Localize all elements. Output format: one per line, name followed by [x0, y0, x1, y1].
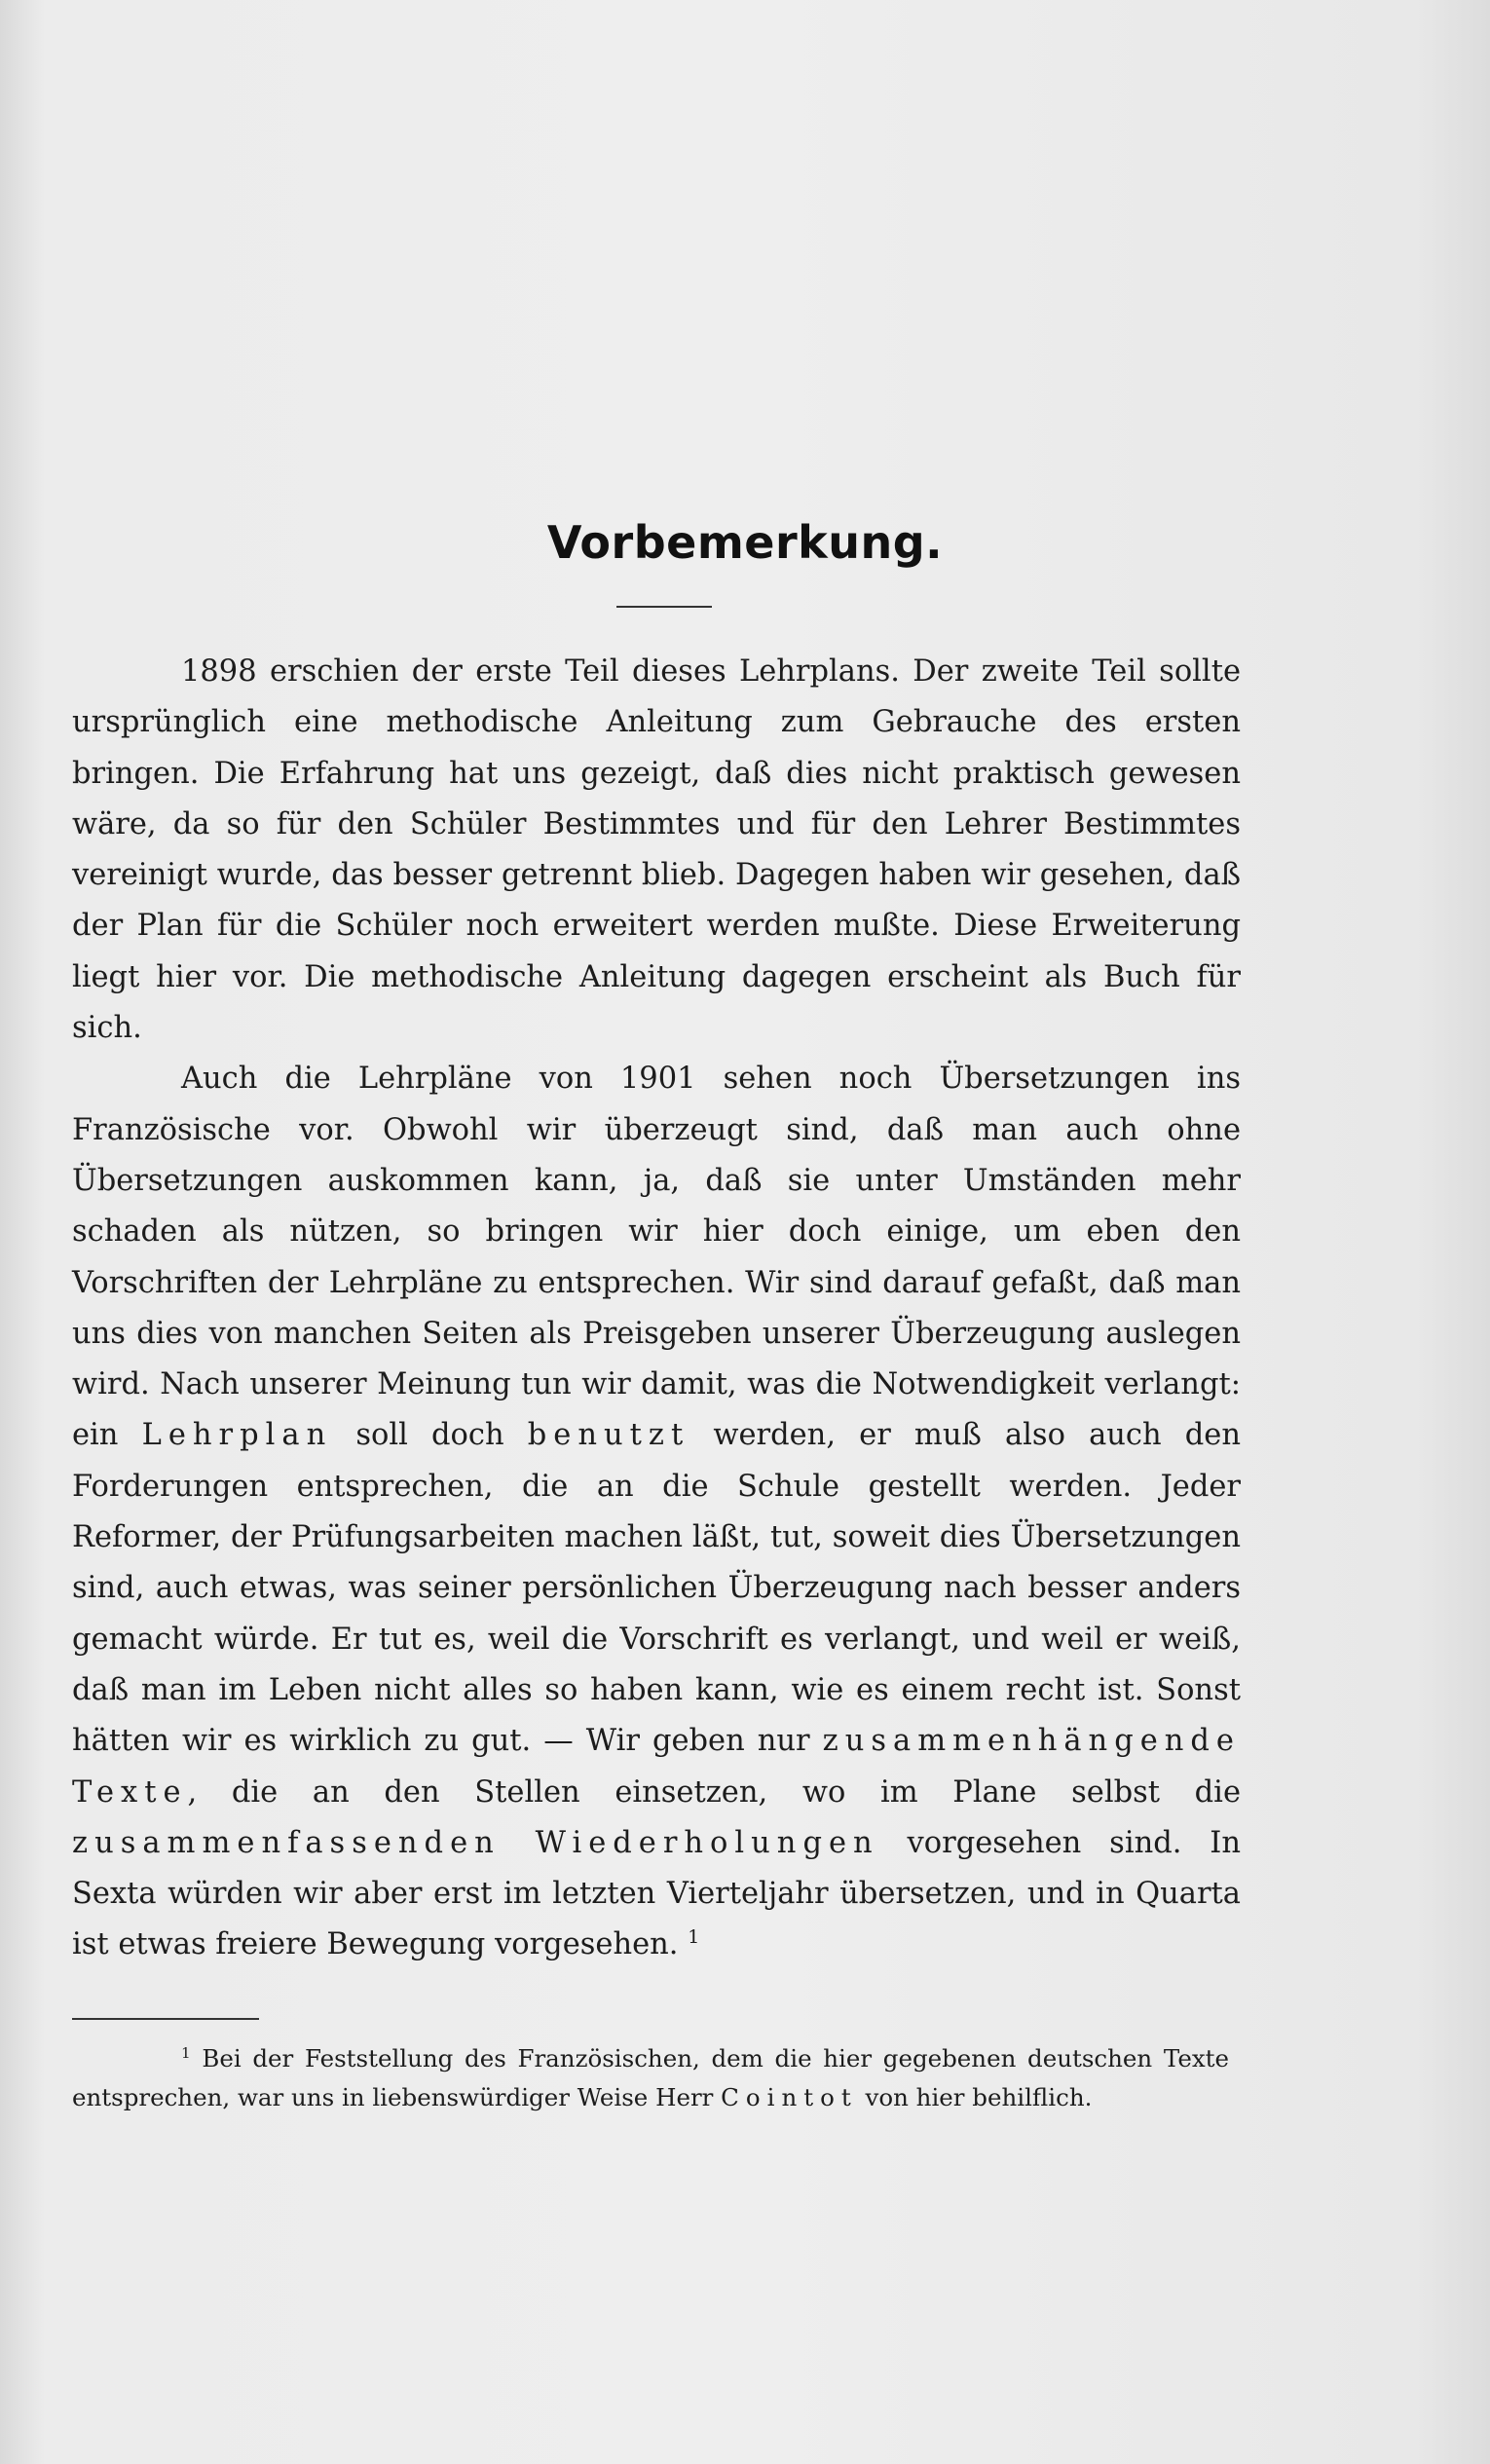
spaced-emphasis-wiederholungen: zusammenfassenden Wiederholungen	[72, 1825, 879, 1860]
main-text	[72, 647, 1241, 1971]
footnote-name-cointot: Cointot	[721, 2083, 858, 2111]
paragraph-2-text-c: werden, er muß also auch den Forderungen entsprechen, die an die Schule gestellt werden. Jeder Reformer, der Prüfungsarbeiten machen läßt, tut, soweit dies Übersetzungen sind, auch etwas, was seiner persönlichen Überzeugung nach besser anders gemacht würde. Er tut es, weil die Vorschrift es verlangt, und weil er weiß, daß man im Leben nicht alles so haben kann, wie es einem recht ist. Sonst hätten wir es wirklich zu gut. — Wir geben nur	[72, 1418, 1241, 1759]
paragraph-2-text-a: Auch die Lehrpläne von 1901 sehen noch Übersetzungen ins Französische vor. Obwohl wir überzeugt sind, daß man auch ohne Übersetzungen auskommen kann, ja, daß sie unter Umständen mehr schaden als nützen, so bringen wir hier doch einige, um eben den Vorschriften der Lehrpläne zu entsprechen. Wir sind darauf gefaßt, daß man uns dies von manchen Seiten als Preisgeben unserer Überzeugung auslegen wird. Nach unserer Meinung tun wir damit, was die Notwendigkeit verlangt: ein	[72, 1062, 1241, 1453]
footnote-reference: 1	[688, 1926, 700, 1949]
footnote	[72, 2039, 1229, 2117]
paragraph-2-text-e: vorgesehen sind. In Sexta würden wir aber erst im letzten Vierteljahr übersetzen, und in Quarta ist etwas freiere Bewegung vorgesehen.	[72, 1825, 1241, 1962]
footnote-text-a: Bei der Feststellung des Französischen, dem die hier gegebenen deutschen Texte entsprechen, war uns in liebenswürdiger Weise Herr	[72, 2044, 1229, 2111]
paragraph-2	[72, 1054, 1241, 1970]
paragraph-2-text-d: , die an den Stellen einsetzen, wo im Plane selbst die	[187, 1774, 1241, 1810]
spaced-emphasis-benutzt: benutzt	[527, 1418, 690, 1453]
spaced-emphasis-zusammenhaengende-texte: zusammenhängende Texte	[72, 1724, 1241, 1810]
footnote-marker: 1	[181, 2043, 191, 2062]
spaced-emphasis-lehrplan: Lehrplan	[141, 1418, 333, 1453]
title-divider	[616, 606, 712, 608]
footnote-divider	[72, 2018, 259, 2020]
paragraph-1: 1898 erschien der erste Teil dieses Lehrplans. Der zweite Teil sollte ursprünglich eine methodische Anleitung zum Gebrauche des ersten bringen. Die Erfahrung hat uns gezeigt, daß dies nicht praktisch gewesen wäre, da so für den Schüler Bestimmtes und für den Lehrer Bestimmtes vereinigt wurde, das besser getrennt blieb. Dagegen haben wir gesehen, daß der Plan für die Schüler noch erweitert werden mußte. Diese Erweiterung liegt hier vor. Die methodische Anleitung dagegen erscheint als Buch für sich.	[72, 654, 1241, 1046]
paragraph-2-text-b: soll doch	[332, 1418, 528, 1453]
page-title: Vorbemerkung.	[546, 516, 944, 569]
footnote-text-b: von hier behilflich.	[857, 2083, 1093, 2111]
